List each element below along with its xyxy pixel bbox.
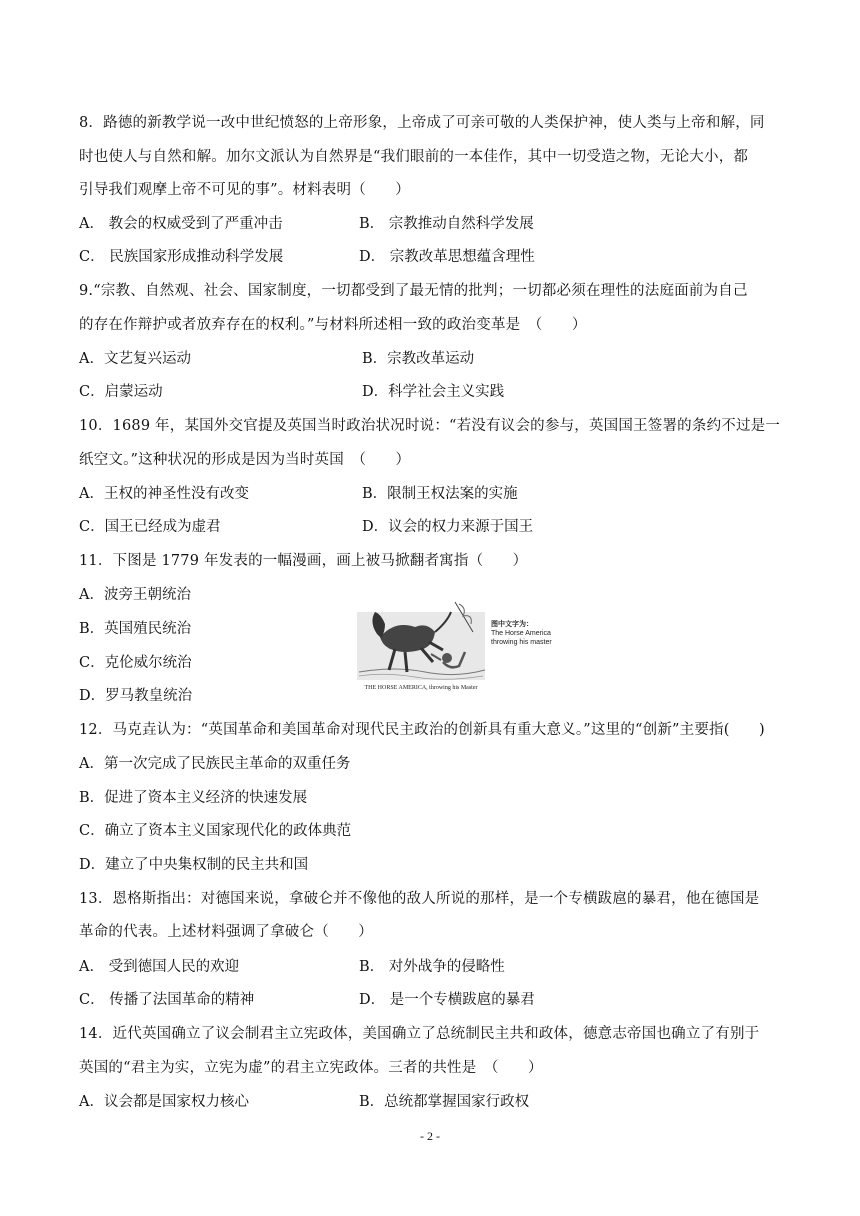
caption-en-1: The Horse America [491, 630, 551, 637]
q8-stem-line-3: 引导我们观摩上帝不可见的事”。材料表明（ ） [79, 182, 411, 198]
q12-option-b: B．促进了资本主义经济的快速发展 [79, 790, 308, 806]
q11-option-c: C．克伦威尔统治 [79, 655, 192, 671]
q8-stem-line-2: 时也使人与自然和解。加尔文派认为自然界是“我们眼前的一本佳作，其中一切受造之物，无论大小，都 [79, 149, 749, 165]
q9-option-d: D．科学社会主义实践 [362, 384, 505, 400]
q13-option-b: B． 对外战争的侵略性 [359, 959, 505, 975]
q12-option-d: D．建立了中央集权制的民主共和国 [79, 857, 309, 873]
q14-option-b: B．总统都掌握国家行政权 [359, 1094, 530, 1110]
q10-stem-line-1: 10．1689 年，某国外交官提及英国当时政治状况时说：“若没有议会的参与，英国国王签署的条约不过是一 [79, 418, 781, 434]
q10-option-d: D．议会的权力来源于国王 [362, 519, 534, 535]
q9-option-c: C．启蒙运动 [79, 384, 163, 400]
figure-caption [491, 620, 571, 647]
q9-option-b: B．宗教改革运动 [362, 351, 475, 367]
q8-option-d: D． 宗教改革思想蕴含理性 [359, 249, 535, 265]
q11-option-a: A．波旁王朝统治 [79, 587, 191, 603]
q11-option-b: B．英国殖民统治 [79, 621, 192, 637]
q9-stem-line-1: 9.“宗教、自然观、社会、国家制度，一切都受到了最无情的批判；一切都必须在理性的法庭面前为自己 [79, 283, 748, 299]
q13-option-c: C． 传播了法国革命的精神 [79, 992, 255, 1008]
q12-stem-line-1: 12．马克垚认为：“英国革命和美国革命对现代民主政治的创新具有重大意义。”这里的“创新”主要指( ) [79, 722, 765, 738]
q13-option-a: A． 受到德国人民的欢迎 [79, 959, 240, 975]
q11-stem-line-1: 11．下图是 1779 年发表的一幅漫画，画上被马掀翻者寓指（ ） [79, 553, 528, 569]
q8-option-c: C． 民族国家形成推动科学发展 [79, 249, 284, 265]
q10-option-a: A．王权的神圣性没有改变 [79, 486, 249, 502]
q10-option-c: C．国王已经成为虚君 [79, 519, 221, 535]
q14-stem-line-2: 英国的“君主为实，立宪为虚”的君主立宪政体。三者的共性是 （ ） [79, 1060, 543, 1076]
q8-stem-line-1: 8．路德的新教学说一改中世纪愤怒的上帝形象，上帝成了可亲可敬的人类保护神，使人类与上帝和解，同 [79, 115, 765, 131]
q13-option-d: D． 是一个专横跋扈的暴君 [359, 992, 535, 1008]
cartoon-illustration [355, 592, 490, 692]
q14-option-a: A．议会都是国家权力核心 [79, 1094, 249, 1110]
q8-option-b: B． 宗教推动自然科学发展 [359, 216, 534, 232]
q8-option-a: A． 教会的权威受到了严重冲击 [79, 216, 283, 232]
q12-option-c: C．确立了资本主义国家现代化的政体典范 [79, 823, 352, 839]
q9-stem-line-2: 的存在作辩护或者放弃存在的权利。”与材料所述相一致的政治变革是 （ ） [79, 317, 587, 333]
cartoon-horse-america [355, 592, 490, 692]
page-number: - 2 - [420, 1129, 440, 1143]
q12-option-a: A．第一次完成了民族民主革命的双重任务 [79, 756, 351, 772]
q14-stem-line-1: 14．近代英国确立了议会制君主立宪政体，美国确立了总统制民主共和政体，德意志帝国也确立了有别于 [79, 1026, 760, 1042]
q10-option-b: B．限制王权法案的实施 [362, 486, 518, 502]
q9-option-a: A．文艺复兴运动 [79, 351, 191, 367]
cartoon-banner: THE HORSE AMERICA, throwing his Master [364, 685, 478, 691]
q13-stem-line-2: 革命的代表。上述材料强调了拿破仑（ ） [79, 924, 373, 940]
q10-stem-line-2: 纸空文。”这种状况的形成是因为当时英国 （ ） [79, 452, 411, 468]
q13-stem-line-1: 13．恩格斯指出：对德国来说，拿破仑并不像他的敌人所说的那样，是一个专横跋扈的暴君，他在德国是 [79, 891, 760, 907]
caption-cn: 图中文字为： [491, 621, 533, 628]
caption-en-2: throwing his master [491, 639, 552, 646]
q11-option-d: D．罗马教皇统治 [79, 688, 193, 704]
